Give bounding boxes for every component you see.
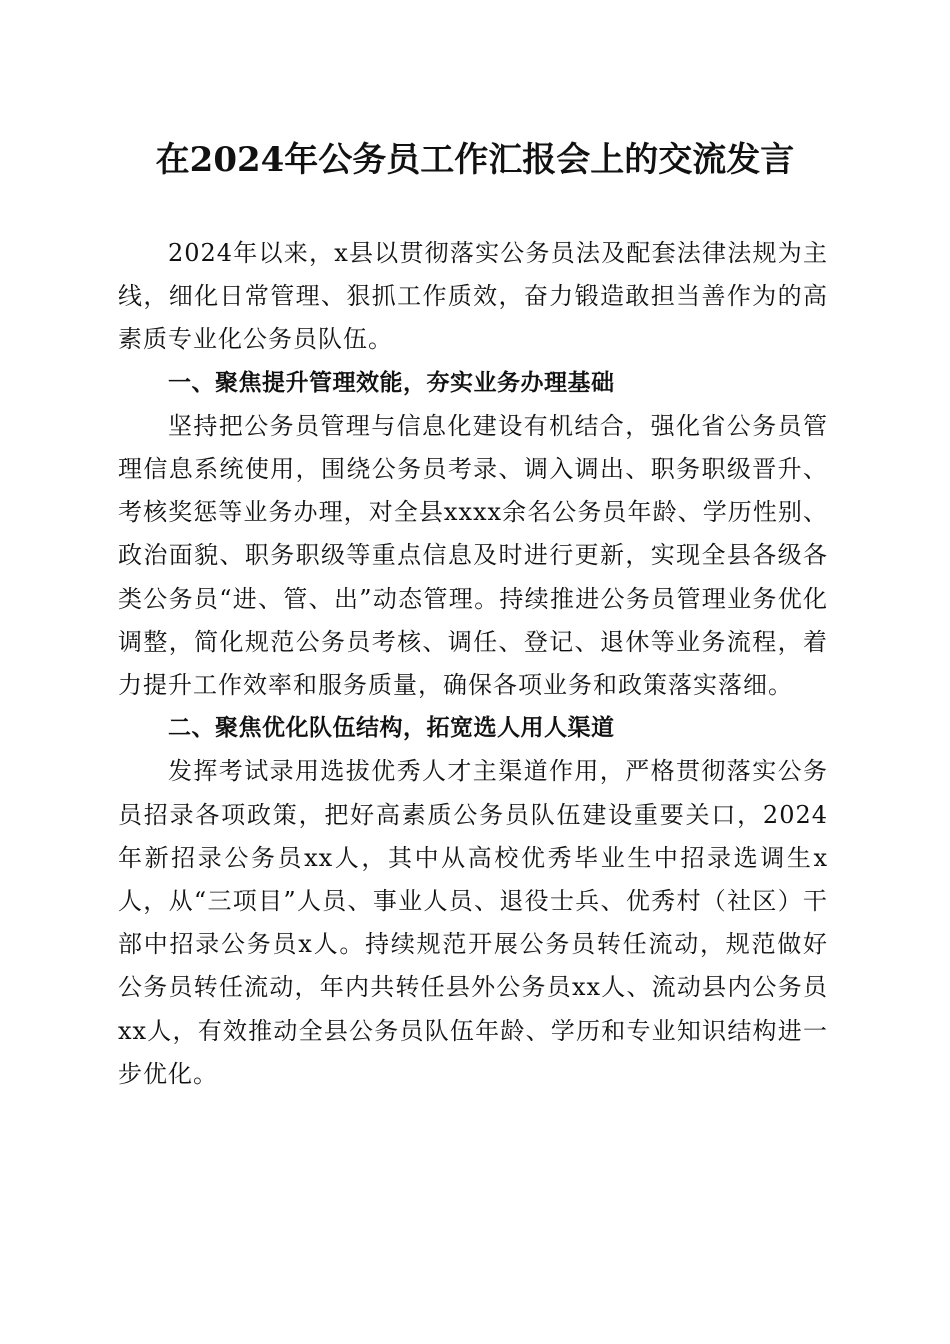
section-paragraph: 发挥考试录用选拔优秀人才主渠道作用，严格贯彻落实公务员招录各项政策，把好高素质公务员队伍建设重要关口，2024年新招录公务员xx人，其中从高校优秀毕业生中招录选调生x人，从“三项目”人员、事业人员、退役士兵、优秀村（社区）干部中招录公务员x人。持续规范开展公务员转任流动，规范做好公务员转任流动，年内共转任县外公务员xx人、流动县内公务员xx人，有效推动全县公务员队伍年龄、学历和专业知识结构进一步优化。: [118, 757, 828, 1088]
document-title: 在2024年公务员工作汇报会上的交流发言: [155, 140, 795, 180]
section-heading: 一、聚焦提升管理效能，夯实业务办理基础: [168, 369, 615, 396]
section-1: [118, 362, 828, 708]
section-2: [118, 707, 828, 1096]
section-heading: 二、聚焦优化队伍结构，拓宽选人用人渠道: [168, 715, 615, 742]
intro-paragraph: 2024年以来，x县以贯彻落实公务员法及配套法律法规为主线，细化日常管理、狠抓工作质效，奋力锻造敢担当善作为的高素质专业化公务员队伍。: [118, 239, 828, 354]
section-paragraph: 坚持把公务员管理与信息化建设有机结合，强化省公务员管理信息系统使用，围绕公务员考录、调入调出、职务职级晋升、考核奖惩等业务办理，对全县xxxx余名公务员年龄、学历性别、政治面貌、职务职级等重点信息及时进行更新，实现全县各级各类公务员“进、管、出”动态管理。持续推进公务员管理业务优化调整，简化规范公务员考核、调任、登记、退休等业务流程，着力提升工作效率和服务质量，确保各项业务和政策落实落细。: [118, 411, 828, 700]
document-body: [118, 232, 828, 1096]
